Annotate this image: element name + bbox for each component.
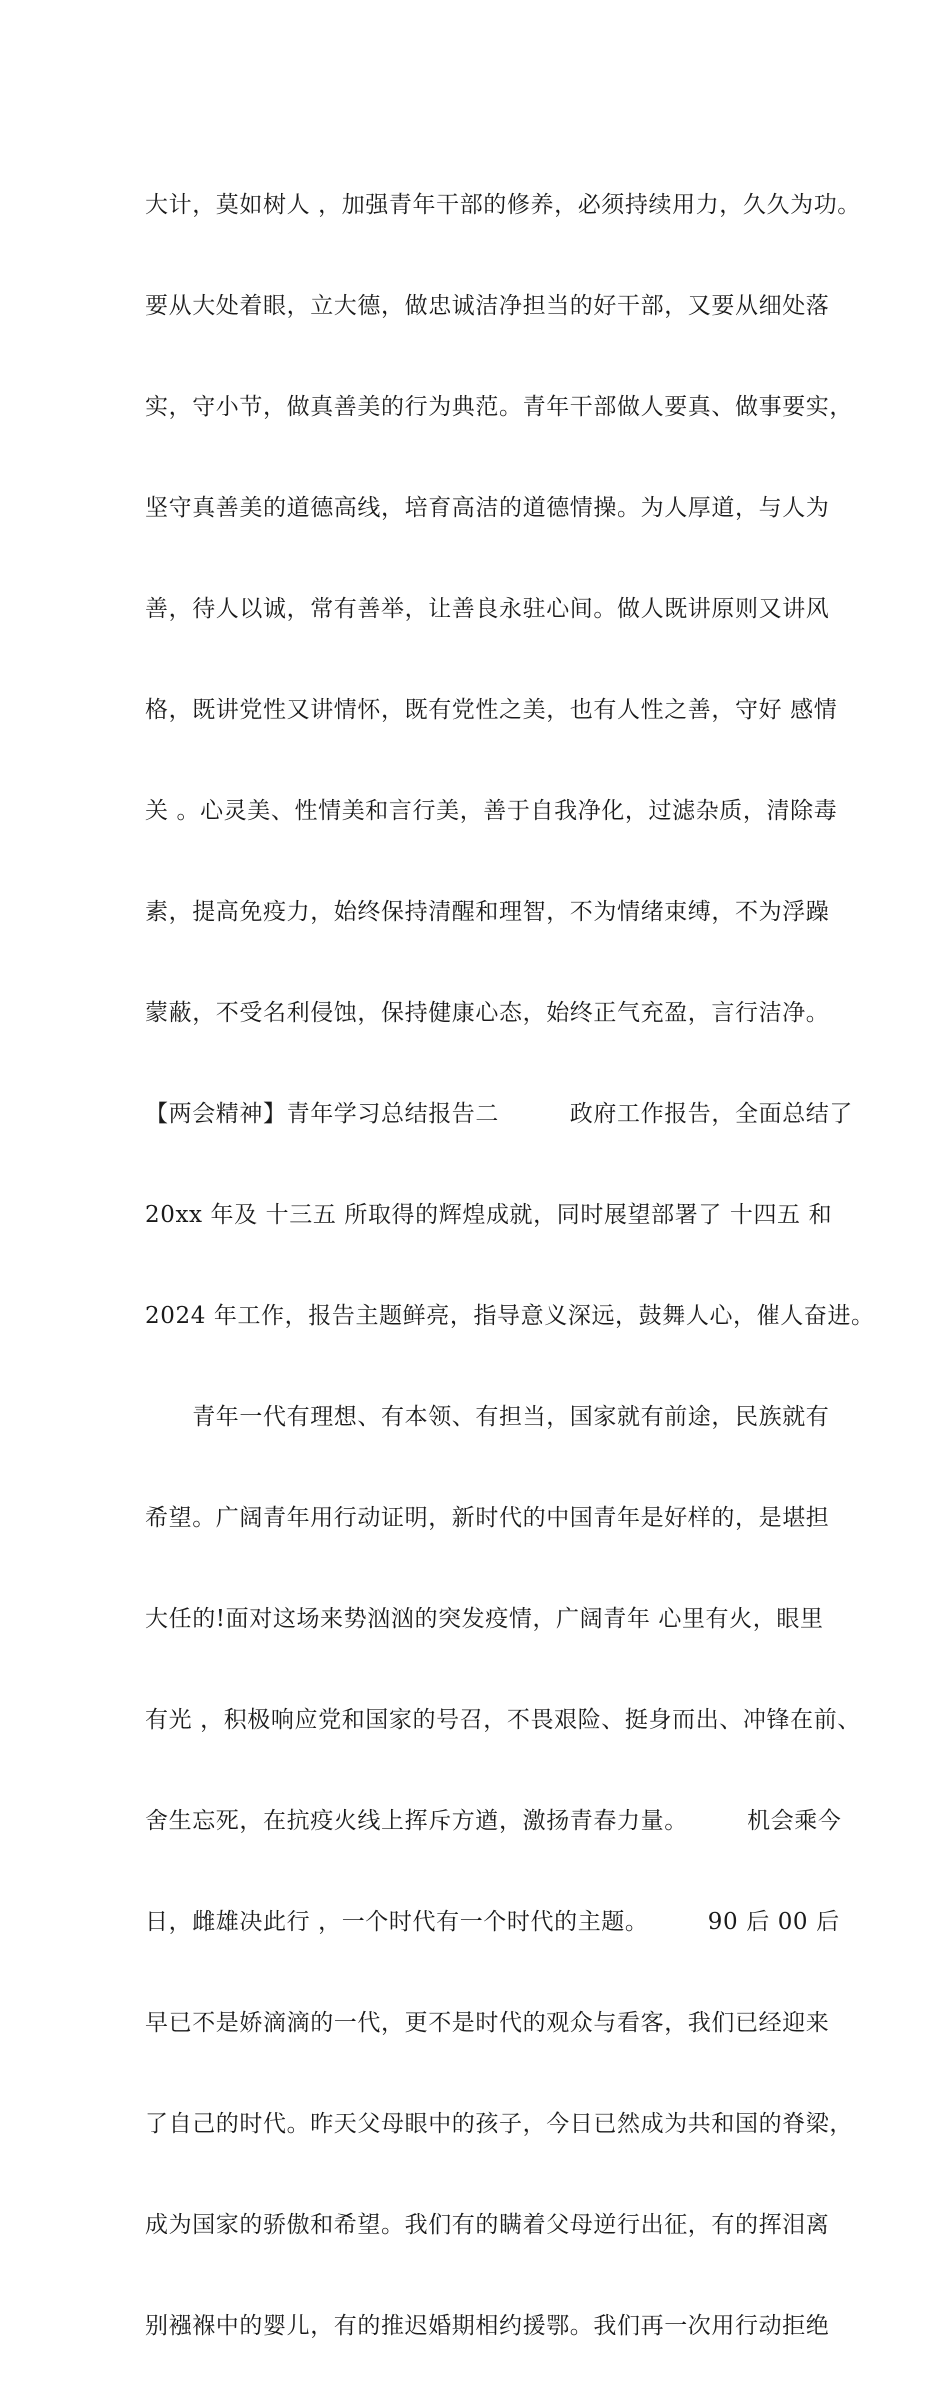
text-line: 别襁褓中的婴儿，有的推迟婚期相约援鄂。我们再一次用行动拒绝	[145, 2313, 830, 2339]
text-line: 格，既讲党性又讲情怀，既有党性之美，也有人性之善，守好 感情	[145, 697, 838, 723]
text-line: 希望。广阔青年用行动证明，新时代的中国青年是好样的，是堪担	[145, 1505, 830, 1531]
text-line: 大计，莫如树人 ，加强青年干部的修养，必须持续用力，久久为功。	[145, 192, 861, 218]
text-line: 有光 ，积极响应党和国家的号召，不畏艰险、挺身而出、冲锋在前、	[145, 1707, 861, 1733]
text-line: 【两会精神】青年学习总结报告二 政府工作报告，全面总结了	[145, 1101, 853, 1127]
text-line: 蒙蔽，不受名利侵蚀，保持健康心态，始终正气充盈，言行洁净。	[145, 1000, 830, 1026]
text-line: 要从大处着眼，立大德，做忠诚洁净担当的好干部，又要从细处落	[145, 293, 830, 319]
text-line: 了自己的时代。昨天父母眼中的孩子，今日已然成为共和国的脊梁，	[145, 2111, 853, 2137]
text-line: 20xx 年及 十三五 所取得的辉煌成就，同时展望部署了 十四五 和	[145, 1202, 833, 1228]
text-line: 成为国家的骄傲和希望。我们有的瞒着父母逆行出征，有的挥泪离	[145, 2212, 830, 2238]
text-line: 日，雌雄决此行 ，一个时代有一个时代的主题。 90 后 00 后	[145, 1909, 840, 1935]
text-line: 青年一代有理想、有本领、有担当，国家就有前途，民族就有	[145, 1404, 830, 1430]
text-line: 关 。心灵美、性情美和言行美，善于自我净化，过滤杂质，清除毒	[145, 798, 838, 824]
text-line: 善，待人以诚，常有善举，让善良永驻心间。做人既讲原则又讲风	[145, 596, 830, 622]
text-line: 素，提高免疫力，始终保持清醒和理智，不为情绪束缚，不为浮躁	[145, 899, 830, 925]
text-line: 2024 年工作，报告主题鲜亮，指导意义深远，鼓舞人心，催人奋进。	[145, 1303, 875, 1329]
text-line: 实，守小节，做真善美的行为典范。青年干部做人要真、做事要实，	[145, 394, 853, 420]
text-line: 坚守真善美的道德高线，培育高洁的道德情操。为人厚道，与人为	[145, 495, 830, 521]
text-line: 大任的!面对这场来势汹汹的突发疫情，广阔青年 心里有火，眼里	[145, 1606, 824, 1632]
text-line: 舍生忘死，在抗疫火线上挥斥方遒，激扬青春力量。 机会乘今	[145, 1808, 842, 1834]
text-line: 早已不是娇滴滴的一代，更不是时代的观众与看客，我们已经迎来	[145, 2010, 830, 2036]
body-text	[145, 129, 875, 2403]
